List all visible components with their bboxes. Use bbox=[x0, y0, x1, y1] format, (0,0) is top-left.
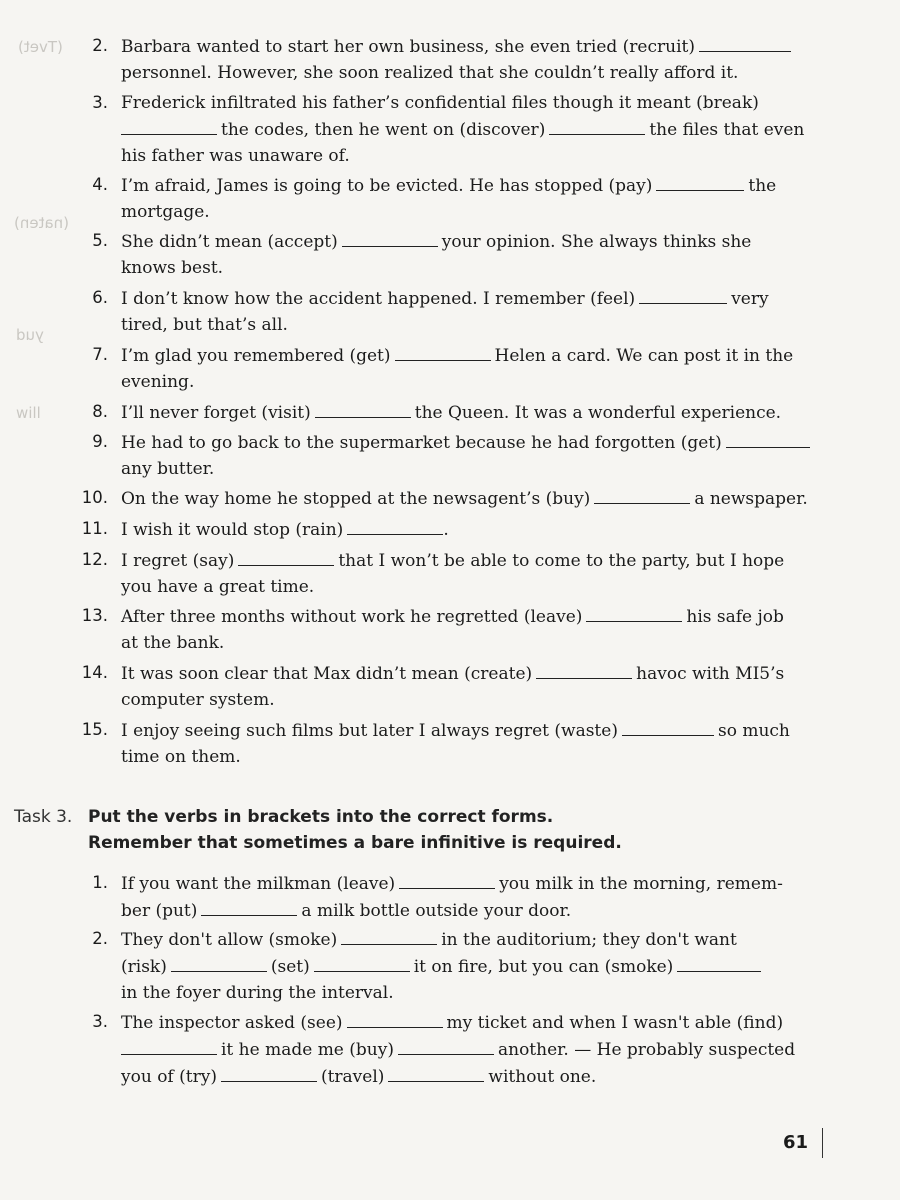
item-number: 5. bbox=[92, 231, 108, 250]
answer-blank[interactable] bbox=[677, 953, 761, 972]
item-text: I enjoy seeing such films but later I always regret (waste) so much time on them. bbox=[121, 717, 828, 770]
task-instruction-note: Remember that sometimes a bare infinitive is required. bbox=[88, 833, 622, 853]
bleed-through-text: yud bbox=[16, 326, 44, 344]
answer-blank[interactable] bbox=[314, 953, 410, 972]
answer-blank[interactable] bbox=[238, 547, 334, 566]
answer-blank[interactable] bbox=[347, 1009, 443, 1028]
item-number: 3. bbox=[92, 93, 108, 112]
answer-blank[interactable] bbox=[656, 172, 744, 191]
answer-blank[interactable] bbox=[347, 516, 443, 535]
answer-blank[interactable] bbox=[121, 116, 217, 135]
page-number-divider bbox=[822, 1128, 823, 1158]
bleed-through-text: (Tvet) bbox=[18, 38, 63, 56]
item-number: 12. bbox=[81, 550, 108, 569]
item-text: On the way home he stopped at the newsagent’s (buy) a newspaper. bbox=[121, 485, 828, 512]
answer-blank[interactable] bbox=[395, 342, 491, 361]
bleed-through-text: (naten) bbox=[14, 214, 70, 232]
answer-blank[interactable] bbox=[622, 717, 714, 736]
answer-blank[interactable] bbox=[221, 1063, 317, 1082]
item-text: The inspector asked (see) my ticket and when I wasn't able (find) it he made me (buy) another. — He probably suspected you of (try) (travel) without one. bbox=[121, 1009, 828, 1090]
item-text: I’ll never forget (visit) the Queen. It was a wonderful experience. bbox=[121, 399, 828, 426]
item-text: After three months without work he regretted (leave) his safe job at the bank. bbox=[121, 603, 828, 656]
task-instruction: Put the verbs in brackets into the correct forms. bbox=[88, 807, 554, 827]
answer-blank[interactable] bbox=[726, 429, 810, 448]
item-text: She didn’t mean (accept) your opinion. She always thinks she knows best. bbox=[121, 228, 828, 281]
item-number: 2. bbox=[92, 929, 108, 948]
task-label: Task 3. bbox=[14, 807, 73, 827]
item-number: 15. bbox=[81, 720, 108, 739]
item-text: Frederick infiltrated his father’s confidential files though it meant (break) the codes, then he went on (discover) the files that even his father was unaware of. bbox=[121, 93, 805, 166]
answer-blank[interactable] bbox=[388, 1063, 484, 1082]
item-text: If you want the milkman (leave) you milk in the morning, remem- ber (put) a milk bottle outside your door. bbox=[121, 870, 828, 924]
bleed-through-text: lliw bbox=[16, 404, 41, 422]
item-text: I wish it would stop (rain) . bbox=[121, 516, 828, 543]
item-text: He had to go back to the supermarket because he had forgotten (get) any butter. bbox=[121, 429, 828, 482]
item-number: 2. bbox=[92, 36, 108, 55]
answer-blank[interactable] bbox=[341, 926, 437, 945]
item-number: 14. bbox=[81, 663, 108, 682]
item-number: 8. bbox=[92, 402, 108, 421]
item-text: It was soon clear that Max didn’t mean (create) havoc with MI5’s computer system. bbox=[121, 660, 828, 713]
item-number: 9. bbox=[92, 432, 108, 451]
item-text: They don't allow (smoke) in the auditorium; they don't want (risk) (set) it on fire, but you can (smoke) in the foyer during the interval. bbox=[121, 926, 828, 1006]
item-text: Barbara wanted to start her own business, she even tried (recruit) personnel. However, she soon realized that she couldn’t really afford it. bbox=[121, 33, 828, 86]
item-number: 4. bbox=[92, 175, 108, 194]
item-number: 1. bbox=[92, 873, 108, 892]
answer-blank[interactable] bbox=[399, 870, 495, 889]
item-number: 7. bbox=[92, 345, 108, 364]
item-number: 13. bbox=[81, 606, 108, 625]
page-number: 61 bbox=[783, 1132, 809, 1153]
answer-blank[interactable] bbox=[121, 1036, 217, 1055]
answer-blank[interactable] bbox=[315, 399, 411, 418]
answer-blank[interactable] bbox=[699, 33, 791, 52]
answer-blank[interactable] bbox=[398, 1036, 494, 1055]
item-text: I don’t know how the accident happened. I remember (feel) very tired, but that’s all. bbox=[121, 285, 828, 338]
answer-blank[interactable] bbox=[536, 660, 632, 679]
item-text: I regret (say) that I won’t be able to come to the party, but I hope you have a great time. bbox=[121, 547, 828, 600]
answer-blank[interactable] bbox=[201, 897, 297, 916]
item-number: 10. bbox=[81, 488, 108, 507]
item-text: I’m glad you remembered (get) Helen a card. We can post it in the evening. bbox=[121, 342, 828, 395]
item-text: I’m afraid, James is going to be evicted. He has stopped (pay) the mortgage. bbox=[121, 172, 828, 225]
answer-blank[interactable] bbox=[594, 485, 690, 504]
item-number: 11. bbox=[81, 519, 108, 538]
item-number: 3. bbox=[92, 1012, 108, 1031]
answer-blank[interactable] bbox=[171, 953, 267, 972]
item-number: 6. bbox=[92, 288, 108, 307]
answer-blank[interactable] bbox=[549, 116, 645, 135]
answer-blank[interactable] bbox=[639, 285, 727, 304]
answer-blank[interactable] bbox=[586, 603, 682, 622]
answer-blank[interactable] bbox=[342, 228, 438, 247]
